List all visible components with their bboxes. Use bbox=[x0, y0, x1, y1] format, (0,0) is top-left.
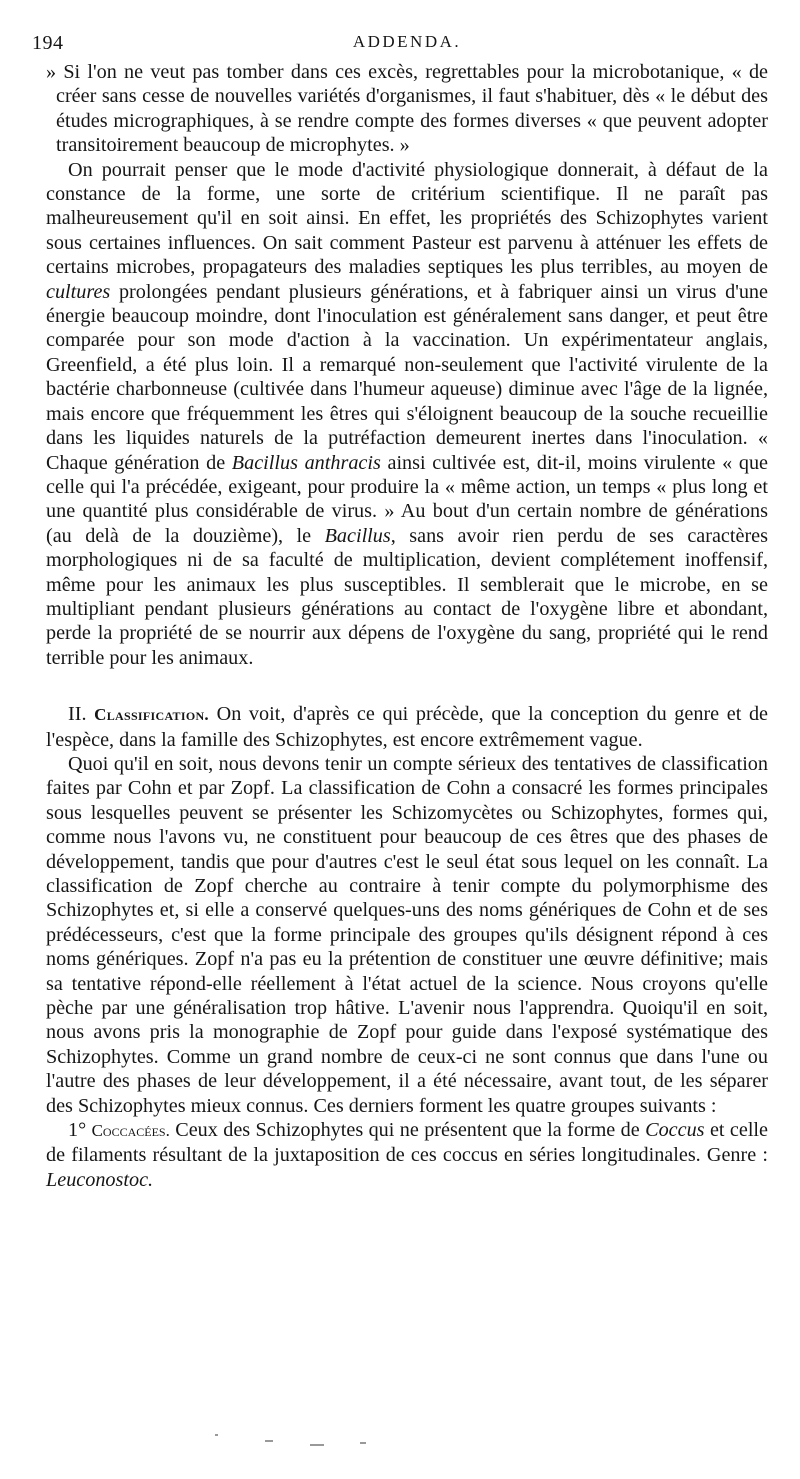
italic-coccus: Coccus bbox=[645, 1119, 705, 1142]
running-title: ADDENDA. bbox=[352, 32, 462, 51]
paragraph-classification: Quoi qu'il en soit, nous devons tenir un compte sérieux des tentatives de classification faites par Cohn et par Zopf. La classification de Cohn a consacré les formes principales sous lesquelles peuvent se présenter les Schizomycètes ou Schizophytes, formes qui, comme nous l'avons vu, ne constituent pour beaucoup de ces êtres que des phases de développement, tandis que pour d'autres c'est le seul état sous lequel on les connaît. La classification de Zopf cherche au contraire à tenir compte du polymorphisme des Schizophytes et, si elle a conservé quelques-uns des noms génériques de Cohn et de ses prédécesseurs, c'est que la forme principale des groupes qu'ils désignent répond à ces noms génériques. Zopf n'a pas eu la prétention de constituer une œuvre définitive; mais sa tentative répond-elle réellement à l'état actuel de la science. Nous croyons qu'elle pèche par une généralisation trop hâtive. L'avenir nous l'apprendra. Quoiqu'il en soit, nous avons pris la monographie de Zopf pour guide dans l'exposé systématique des Schizophytes. Comme un grand nombre de ceux-ci ne sont connus que dans l'une ou l'autre des phases de leur développement, il a été nécessaire, avant tout, de les séparer des Schizophytes mieux connus. Ces derniers forment les quatre groupes suivants : bbox=[46, 752, 768, 1117]
page-header bbox=[32, 26, 768, 60]
section-classification bbox=[46, 702, 768, 752]
item-text: et celle de filaments résultant de la juxtaposition de ces coccus en séries longitudinales. Genre : bbox=[46, 1119, 768, 1167]
scan-mark bbox=[265, 1440, 273, 1442]
scan-mark bbox=[215, 1434, 218, 1436]
paragraph-activity bbox=[46, 158, 768, 671]
section-numeral: II. bbox=[68, 703, 87, 726]
scan-artifact-marks bbox=[215, 1430, 475, 1460]
paragraph-text: , sans avoir rien perdu de ses caractères morphologiques ni de sa faculté de multiplication, devient complétement inoffensif, même pour les animaux les plus susceptibles. Il semblerait que le microbe, en se multipliant pendant plusieurs générations au contact de l'oxygène libre et abondant, perde la propriété de se nourrir aux dépens de l'oxygène du sang, propriété qui le rend terrible pour les animaux. bbox=[46, 524, 768, 669]
scan-mark bbox=[310, 1444, 324, 1446]
paragraph-text: ainsi cultivée est, dit-il, moins virulente « que celle qui l'a précédée, exigeant, pour produire la « même action, un temps « plus long et une quantité plus considérable de virus. » Au bout d'un certain nombre de générations (au delà de la douzième), le bbox=[46, 451, 768, 547]
paragraph-text: On pourrait penser que le mode d'activité physiologique donnerait, à défaut de la constance de la forme, une sorte de critérium scientifique. Il ne paraît pas malheureusement qu'il en soit ainsi. En effet, les propriétés des Schizophytes varient sous certaines influences. On sait comment Pasteur est parvenu à atténuer les effets de certains microbes, propagateurs des maladies septiques les plus terribles, au moyen de bbox=[46, 158, 768, 279]
page-number: 194 bbox=[32, 32, 64, 54]
italic-bacillus: Bacillus bbox=[324, 524, 391, 547]
item-text: Ceux des Schizophytes qui ne présentent que la forme de bbox=[169, 1119, 646, 1142]
list-item-coccacees bbox=[46, 1118, 768, 1192]
section-heading: Classification. bbox=[94, 705, 209, 725]
quoted-passage: » Si l'on ne veut pas tomber dans ces excès, regrettables pour la microbotanique, « de créer sans cesse de nouvelles variétés d'organismes, il faut s'habituer, dès « le début des études micrographiques, à se rendre compte des formes diverses « que peuvent adopter transitoirement beaucoup de microphytes. » bbox=[46, 61, 768, 157]
section-intro: On voit, d'après ce qui précède, que la conception du genre et de l'espèce, dans la famille des Schizophytes, est encore extrêmement vague. bbox=[46, 703, 769, 751]
paragraph-text: prolongées pendant plusieurs générations, et à fabriquer ainsi un virus d'une énergie beaucoup moindre, dont l'inoculation est généralement sans danger, et peut être comparée pour son mode d'action à la vaccination. Un expérimentateur anglais, Greenfield, a été plus loin. Il a remarqué non-seulement que l'activité virulente de la bactérie charbonneuse (cultivée dans l'humeur aqueuse) diminue avec l'âge de la lignée, mais encore que fréquemment les êtres qui s'éloignent beaucoup de la souche recueillie dans les liquides naturels de la putréfaction demeurent inertes dans l'inoculation. « Chaque génération de bbox=[46, 280, 768, 474]
item-number: 1° bbox=[68, 1119, 87, 1142]
italic-bacillus-anthracis: Bacillus anthracis bbox=[231, 451, 381, 474]
section-gap bbox=[46, 670, 768, 702]
item-name: Coccacées. bbox=[91, 1121, 170, 1141]
scan-mark bbox=[360, 1442, 366, 1444]
italic-cultures: cultures bbox=[46, 280, 111, 303]
document-page bbox=[32, 26, 769, 1192]
italic-genus-leuconostoc: Leuconostoc. bbox=[46, 1168, 154, 1191]
